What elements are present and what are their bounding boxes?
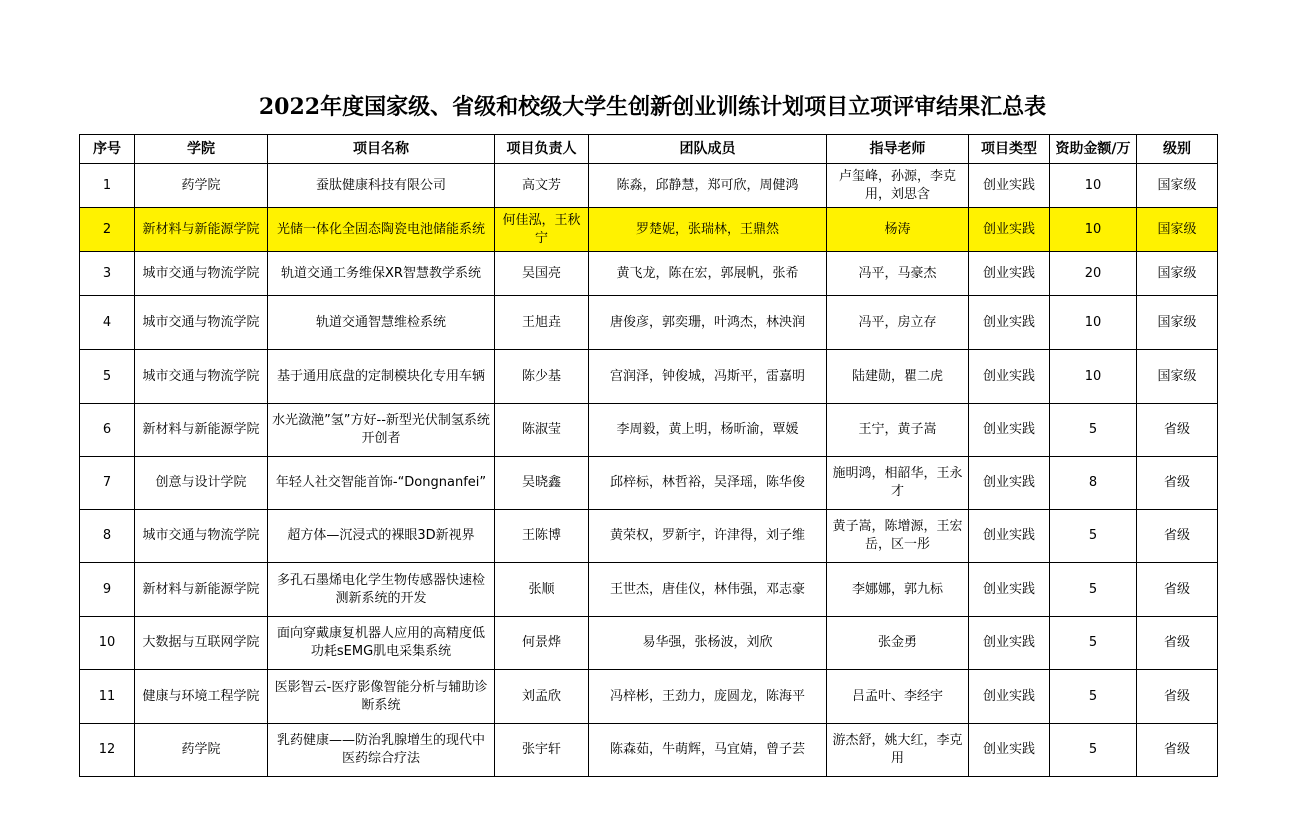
fund-cell: 10 [1050, 296, 1137, 350]
fund-cell: 5 [1050, 563, 1137, 617]
members-cell: 李周毅，黄上明，杨昕渝，覃媛 [589, 404, 827, 457]
members-cell: 唐俊彦，郭奕珊，叶鸿杰，林泱润 [589, 296, 827, 350]
advisor-cell: 黄子嵩，陈增源，王宏岳，区一彤 [827, 510, 969, 563]
table-row [80, 252, 1218, 296]
header-college: 学院 [135, 135, 268, 164]
row-number: 8 [80, 510, 135, 563]
table-row [80, 563, 1218, 617]
table-row [80, 350, 1218, 404]
college-cell: 新材料与新能源学院 [135, 404, 268, 457]
project-type-cell: 创业实践 [969, 563, 1050, 617]
level-cell: 省级 [1137, 404, 1218, 457]
leader-cell: 何佳泓，王秋宁 [495, 208, 589, 252]
project-name-cell: 轨道交通工务维保XR智慧教学系统 [268, 252, 495, 296]
header-no: 序号 [80, 135, 135, 164]
fund-cell: 5 [1050, 617, 1137, 670]
college-cell: 创意与设计学院 [135, 457, 268, 510]
college-cell: 药学院 [135, 164, 268, 208]
project-name-cell: 面向穿戴康复机器人应用的高精度低功耗sEMG肌电采集系统 [268, 617, 495, 670]
level-cell: 国家级 [1137, 252, 1218, 296]
header-leader: 项目负责人 [495, 135, 589, 164]
leader-cell: 陈淑莹 [495, 404, 589, 457]
project-type-cell: 创业实践 [969, 252, 1050, 296]
advisor-cell: 李娜娜，郭九标 [827, 563, 969, 617]
project-type-cell: 创业实践 [969, 510, 1050, 563]
table-row [80, 164, 1218, 208]
row-number: 9 [80, 563, 135, 617]
leader-cell: 陈少基 [495, 350, 589, 404]
row-number: 10 [80, 617, 135, 670]
college-cell: 城市交通与物流学院 [135, 296, 268, 350]
college-cell: 新材料与新能源学院 [135, 208, 268, 252]
project-name-cell: 多孔石墨烯电化学生物传感器快速检测新系统的开发 [268, 563, 495, 617]
members-cell: 陈森茹，牛萌辉，马宜婧，曾子芸 [589, 724, 827, 777]
project-name-cell: 水光潋滟”氢”方好--新型光伏制氢系统开创者 [268, 404, 495, 457]
level-cell: 国家级 [1137, 208, 1218, 252]
table-row [80, 296, 1218, 350]
advisor-cell: 王宁，黄子嵩 [827, 404, 969, 457]
leader-cell: 吴国亮 [495, 252, 589, 296]
project-type-cell: 创业实践 [969, 404, 1050, 457]
leader-cell: 吴晓鑫 [495, 457, 589, 510]
header-level: 级别 [1137, 135, 1218, 164]
header-project: 项目名称 [268, 135, 495, 164]
level-cell: 省级 [1137, 670, 1218, 724]
table-row [80, 617, 1218, 670]
level-cell: 国家级 [1137, 350, 1218, 404]
advisor-cell: 施明鸿，相韶华，王永才 [827, 457, 969, 510]
leader-cell: 何景烨 [495, 617, 589, 670]
row-number: 6 [80, 404, 135, 457]
college-cell: 城市交通与物流学院 [135, 252, 268, 296]
college-cell: 城市交通与物流学院 [135, 350, 268, 404]
row-number: 2 [80, 208, 135, 252]
leader-cell: 王陈博 [495, 510, 589, 563]
table-row [80, 670, 1218, 724]
fund-cell: 5 [1050, 724, 1137, 777]
project-type-cell: 创业实践 [969, 617, 1050, 670]
table-row [80, 457, 1218, 510]
row-number: 11 [80, 670, 135, 724]
members-cell: 黄飞龙，陈在宏，郭展帆，张希 [589, 252, 827, 296]
members-cell: 冯梓彬，王劲力，庞圆龙，陈海平 [589, 670, 827, 724]
fund-cell: 10 [1050, 350, 1137, 404]
table-row [80, 208, 1218, 252]
project-name-cell: 超方体—沉浸式的裸眼3D新视界 [268, 510, 495, 563]
college-cell: 药学院 [135, 724, 268, 777]
members-cell: 邱梓标，林哲裕，吴泽瑶，陈华俊 [589, 457, 827, 510]
row-number: 3 [80, 252, 135, 296]
fund-cell: 20 [1050, 252, 1137, 296]
project-name-cell: 基于通用底盘的定制模块化专用车辆 [268, 350, 495, 404]
college-cell: 健康与环境工程学院 [135, 670, 268, 724]
table-row [80, 724, 1218, 777]
leader-cell: 高文芳 [495, 164, 589, 208]
project-type-cell: 创业实践 [969, 350, 1050, 404]
fund-cell: 10 [1050, 208, 1137, 252]
advisor-cell: 游杰舒，姚大红，李克用 [827, 724, 969, 777]
project-name-cell: 轨道交通智慧维检系统 [268, 296, 495, 350]
members-cell: 黄荣权，罗新宇，许津得，刘子维 [589, 510, 827, 563]
project-type-cell: 创业实践 [969, 208, 1050, 252]
row-number: 12 [80, 724, 135, 777]
leader-cell: 刘孟欣 [495, 670, 589, 724]
level-cell: 国家级 [1137, 296, 1218, 350]
level-cell: 省级 [1137, 510, 1218, 563]
fund-cell: 5 [1050, 404, 1137, 457]
level-cell: 国家级 [1137, 164, 1218, 208]
header-type: 项目类型 [969, 135, 1050, 164]
project-type-cell: 创业实践 [969, 724, 1050, 777]
results-table [79, 134, 1218, 777]
row-number: 4 [80, 296, 135, 350]
level-cell: 省级 [1137, 724, 1218, 777]
table-body [80, 164, 1218, 777]
fund-cell: 5 [1050, 670, 1137, 724]
college-cell: 大数据与互联网学院 [135, 617, 268, 670]
leader-cell: 王旭垚 [495, 296, 589, 350]
project-type-cell: 创业实践 [969, 670, 1050, 724]
header-row [80, 135, 1218, 164]
table-row [80, 404, 1218, 457]
advisor-cell: 杨涛 [827, 208, 969, 252]
college-cell: 新材料与新能源学院 [135, 563, 268, 617]
level-cell: 省级 [1137, 563, 1218, 617]
project-type-cell: 创业实践 [969, 164, 1050, 208]
row-number: 1 [80, 164, 135, 208]
advisor-cell: 陆建勋，瞿二虎 [827, 350, 969, 404]
project-name-cell: 年轻人社交智能首饰-“Dongnanfei” [268, 457, 495, 510]
fund-cell: 8 [1050, 457, 1137, 510]
members-cell: 罗楚妮，张瑞林，王鼎然 [589, 208, 827, 252]
row-number: 5 [80, 350, 135, 404]
project-name-cell: 光储一体化全固态陶瓷电池储能系统 [268, 208, 495, 252]
level-cell: 省级 [1137, 457, 1218, 510]
members-cell: 易华强，张杨波，刘欣 [589, 617, 827, 670]
project-type-cell: 创业实践 [969, 457, 1050, 510]
members-cell: 宫润泽，钟俊城，冯斯平，雷嘉明 [589, 350, 827, 404]
advisor-cell: 冯平，房立存 [827, 296, 969, 350]
leader-cell: 张宇轩 [495, 724, 589, 777]
advisor-cell: 卢玺峰，孙源，李克用，刘思含 [827, 164, 969, 208]
advisor-cell: 张金勇 [827, 617, 969, 670]
project-name-cell: 医影智云-医疗影像智能分析与辅助诊断系统 [268, 670, 495, 724]
header-advisor: 指导老师 [827, 135, 969, 164]
header-members: 团队成员 [589, 135, 827, 164]
page-title: 2022年度国家级、省级和校级大学生创新创业训练计划项目立项评审结果汇总表 [258, 94, 1047, 120]
table-row [80, 510, 1218, 563]
advisor-cell: 冯平，马豪杰 [827, 252, 969, 296]
project-name-cell: 乳药健康——防治乳腺增生的现代中医药综合疗法 [268, 724, 495, 777]
level-cell: 省级 [1137, 617, 1218, 670]
project-type-cell: 创业实践 [969, 296, 1050, 350]
advisor-cell: 吕孟叶、李经宇 [827, 670, 969, 724]
fund-cell: 10 [1050, 164, 1137, 208]
fund-cell: 5 [1050, 510, 1137, 563]
project-name-cell: 蚕肽健康科技有限公司 [268, 164, 495, 208]
college-cell: 城市交通与物流学院 [135, 510, 268, 563]
leader-cell: 张顺 [495, 563, 589, 617]
members-cell: 王世杰，唐佳仪，林伟强，邓志豪 [589, 563, 827, 617]
header-fund: 资助金额/万 [1050, 135, 1137, 164]
members-cell: 陈淼，邱静慧，郑可欣，周健鸿 [589, 164, 827, 208]
row-number: 7 [80, 457, 135, 510]
